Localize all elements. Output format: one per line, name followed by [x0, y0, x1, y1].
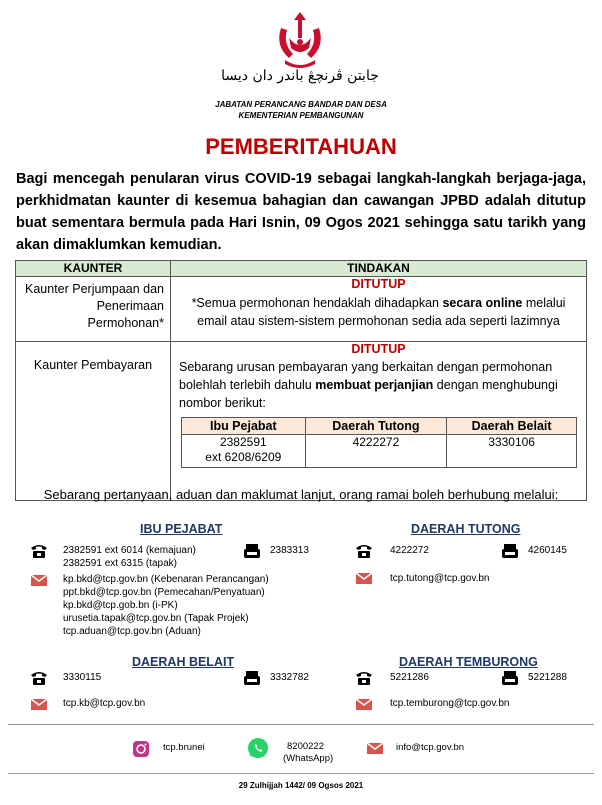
fax-icon	[243, 543, 261, 559]
kaunter-pembayaran: Kaunter Pembayaran	[16, 342, 171, 501]
phone-icon	[355, 543, 373, 559]
phone-icon	[30, 670, 48, 686]
contact-prompt: Sebarang pertanyaan, aduan dan maklumat lanjut, orang ramai boleh berhubung melalui:	[43, 487, 559, 502]
status-ditutup: DITUTUP	[351, 342, 406, 356]
text-part: melalui email atau sistem-sistem permohonan sedia ada seperti lazimnya	[197, 296, 566, 328]
divider	[8, 773, 594, 774]
belait-fax: 3332782	[270, 672, 309, 683]
whatsapp-number: 8200222	[287, 741, 324, 752]
page-title: PEMBERITAHUAN	[205, 134, 397, 159]
service-table	[15, 260, 587, 501]
phone-icon	[30, 543, 48, 559]
table-row	[16, 342, 587, 501]
email-icon	[355, 570, 373, 586]
ibu-phone: 2382591	[219, 435, 267, 449]
tutong-fax: 4260145	[528, 545, 567, 556]
email-icon	[355, 696, 373, 712]
text-bold: membuat perjanjian	[315, 378, 434, 392]
header-tindakan: TINDAKAN	[171, 261, 587, 277]
belait-number: 3330106	[447, 435, 577, 468]
tindakan-text	[171, 357, 586, 412]
tutong-heading: DAERAH TUTONG	[411, 522, 521, 536]
contact-number-table	[181, 417, 577, 468]
fax-icon	[243, 670, 261, 686]
tindakan-text	[171, 292, 586, 330]
whatsapp-icon	[247, 737, 269, 759]
org-name: JABATAN PERANCANG BANDAR DAN DESA	[215, 100, 387, 109]
instagram-icon	[132, 740, 150, 758]
text-part: Sebarang urusan pembayaran yang berkaitan dengan permohonan bolehlah terlebih dahulu	[179, 360, 553, 392]
header-tutong: Daerah Tutong	[305, 418, 447, 435]
table-row	[16, 277, 587, 342]
ibu-fax: 2383313	[270, 545, 309, 556]
tindakan-cell	[171, 342, 587, 501]
header-kaunter: KAUNTER	[16, 261, 171, 277]
whatsapp-label: (WhatsApp)	[283, 753, 334, 764]
ibu-number	[182, 435, 306, 468]
kaunter-perjumpaan: Kaunter Perjumpaan dan Penerimaan Permohonan*	[16, 277, 171, 342]
divider	[8, 724, 594, 725]
tutong-number: 4222272	[305, 435, 447, 468]
phone-icon	[355, 670, 373, 686]
temburong-fax: 5221288	[528, 672, 567, 683]
tutong-email: tcp.tutong@tcp.gov.bn	[390, 573, 490, 584]
fax-icon	[501, 670, 519, 686]
status-ditutup: DITUTUP	[351, 277, 406, 291]
belait-email: tcp.kb@tcp.gov.bn	[63, 698, 146, 709]
text-bold: secara online	[442, 296, 523, 310]
ibu-email-2: ppt.bkd@tcp.gov.bn (Pemecahan/Penyatuan)	[63, 587, 265, 598]
ministry-name: KEMENTERIAN PEMBANGUNAN	[238, 111, 364, 120]
ibu-email-3: kp.bkd@tcp.gob.bn (i-PK)	[63, 600, 178, 611]
temburong-email: tcp.temburong@tcp.gov.bn	[390, 698, 510, 709]
footer-email: info@tcp.gov.bn	[396, 742, 465, 753]
text-part: dengan menghubungi nombor berikut:	[179, 378, 558, 410]
ibu-pejabat-heading: IBU PEJABAT	[140, 522, 223, 536]
tindakan-cell	[171, 277, 587, 342]
ibu-phone-2: 2382591 ext 6315 (tapak)	[63, 558, 177, 569]
fax-icon	[501, 543, 519, 559]
notice-date: 29 Zulhijjah 1442/ 09 Ogsos 2021	[238, 781, 364, 790]
text-part: *Semua permohonan hendaklah dihadapkan	[191, 296, 443, 310]
temburong-heading: DAERAH TEMBURONG	[399, 655, 538, 669]
tutong-phone: 4222272	[390, 545, 429, 556]
belait-heading: DAERAH BELAIT	[132, 655, 235, 669]
jawi-org-name: جابتن ڤرنچڠ باندر دان دیسا	[221, 68, 379, 84]
brunei-crest-icon	[275, 10, 325, 70]
email-icon	[366, 740, 384, 756]
email-icon	[30, 572, 48, 588]
intro-paragraph: Bagi mencegah penularan virus COVID-19 sebagai langkah-langkah berjaga-jaga, perkhidmatan kaunter di kesemua bahagian dan cawangan JPBD adalah ditutup buat sementara bermula pada Hari Isnin, 09 Ogos 2021 sehingga satu tarikh yang akan dimaklumkan kemudian.	[16, 171, 586, 253]
header-belait: Daerah Belait	[447, 418, 577, 435]
email-icon	[30, 696, 48, 712]
ibu-email-1: kp.bkd@tcp.gov.bn (Kebenaran Perancangan)	[63, 574, 269, 585]
ibu-email-5: tcp.aduan@tcp.gov.bn (Aduan)	[63, 626, 201, 637]
temburong-phone: 5221286	[390, 672, 429, 683]
belait-phone: 3330115	[63, 672, 102, 683]
instagram-handle: tcp.brunei	[163, 742, 205, 753]
header-ibu-pejabat: Ibu Pejabat	[182, 418, 306, 435]
ibu-email-4: urusetia.tapak@tcp.gov.bn (Tapak Projek)	[63, 613, 249, 624]
ibu-ext: ext 6208/6209	[205, 450, 282, 464]
ibu-phone-1: 2382591 ext 6014 (kemajuan)	[63, 545, 196, 556]
